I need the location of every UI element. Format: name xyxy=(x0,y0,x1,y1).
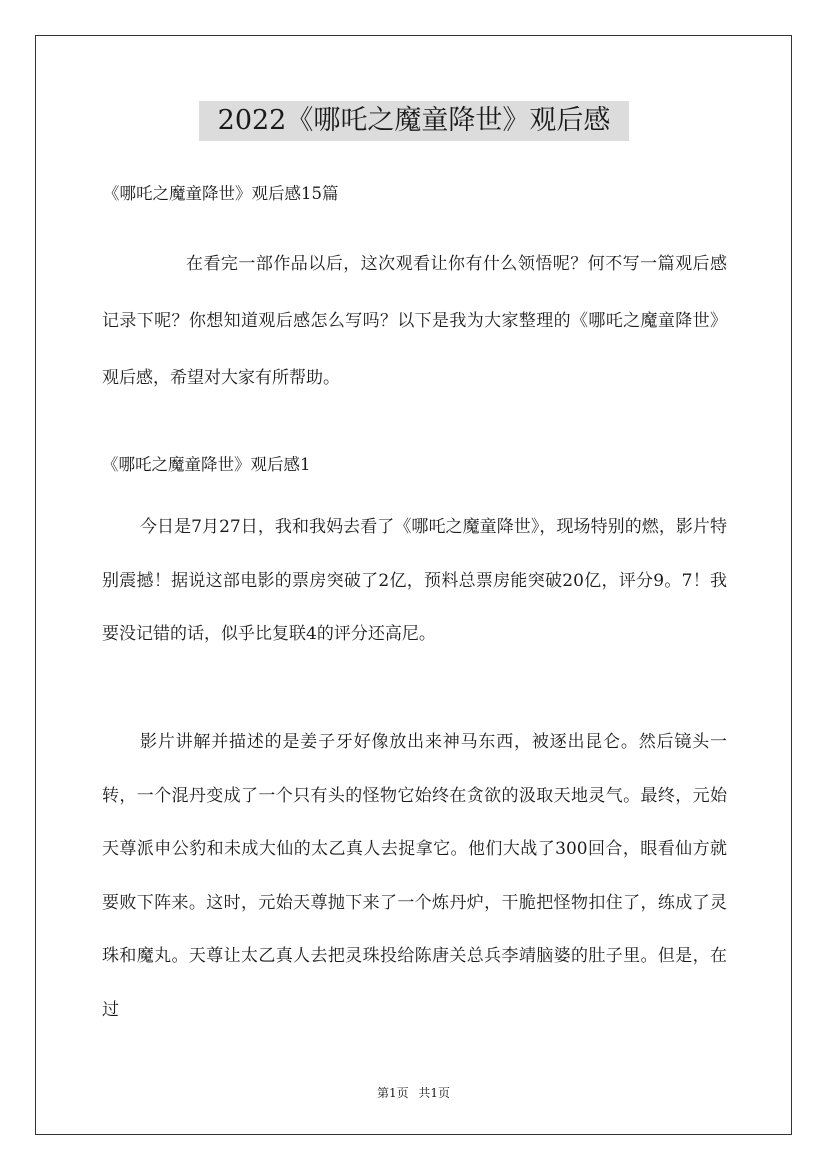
intro-paragraph: 在看完一部作品以后，这次观看让你有什么领悟呢？何不写一篇观后感记录下呢？你想知道观后感怎么写吗？以下是我为大家整理的《哪吒之魔童降世》观后感，希望对大家有所帮助。 xyxy=(102,254,727,388)
page-number: 第1页 xyxy=(376,1086,409,1100)
document-subtitle: 《哪吒之魔童降世》观后感15篇 xyxy=(103,184,339,203)
document-title: 2022《哪吒之魔童降世》观后感 xyxy=(199,101,629,141)
page-total: 共1页 xyxy=(418,1086,451,1100)
body-paragraph-2: 影片讲解并描述的是姜子牙好像放出来神马东西，被逐出昆仑。然后镜头一转，一个混丹变成了一个只有头的怪物它始终在贪欲的汲取天地灵气。最终，元始天尊派申公豹和未成大仙的太乙真人去捉拿它。他们大战了300回合，眼看仙方就要败下阵来。这时，元始天尊抛下来了一个炼丹炉，干脆把怪物扣住了，练成了灵珠和魔丸。天尊让太乙真人去把灵珠投给陈唐关总兵李靖脑婆的肚子里。但是，在过 xyxy=(102,732,727,1020)
section-heading: 《哪吒之魔童降世》观后感1 xyxy=(102,455,311,474)
body-paragraph-1: 今日是7月27日，我和我妈去看了《哪吒之魔童降世》，现场特别的燃，影片特别震撼！据说这部电影的票房突破了2亿，预料总票房能突破20亿，评分9。7！我要没记错的话，似乎比复联4的评分还高尼。 xyxy=(102,517,727,644)
page-footer xyxy=(0,1084,827,1101)
